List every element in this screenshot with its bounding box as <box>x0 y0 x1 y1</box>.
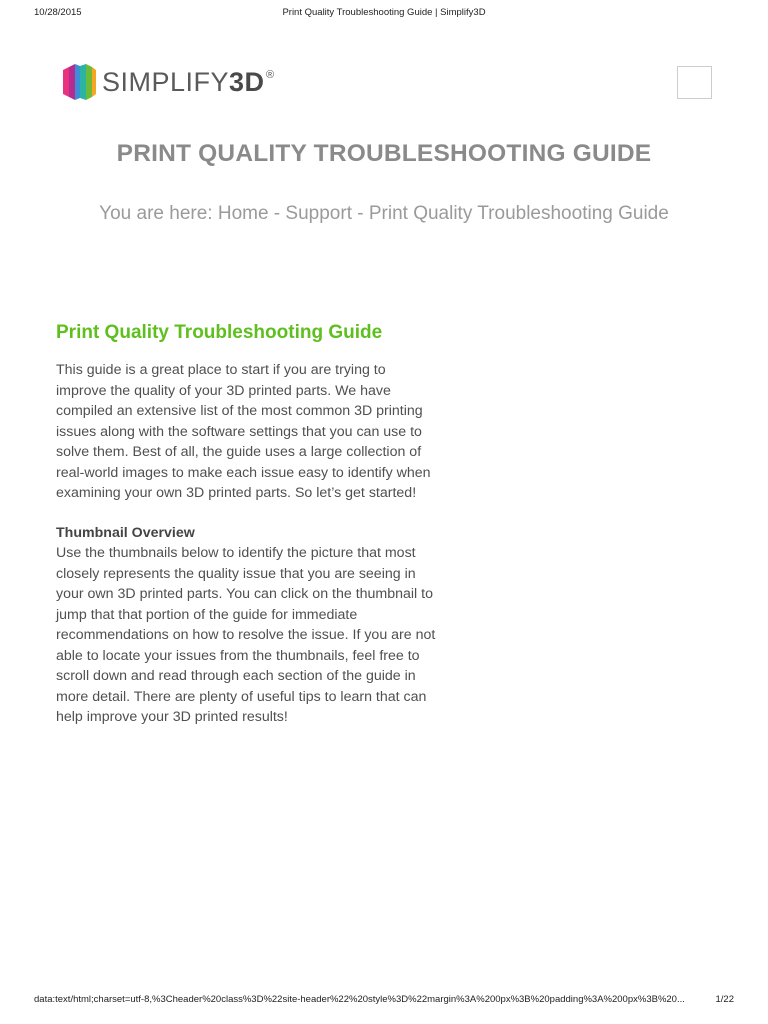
logo-mark-icon <box>61 62 97 102</box>
breadcrumb-home-link[interactable]: Home <box>217 203 269 224</box>
intro-line: examining your own 3D printed parts. So let’s get started! <box>56 485 417 501</box>
thumbnail-line: your own 3D printed parts. You can click on the thumbnail to <box>56 586 433 602</box>
breadcrumb-current: Print Quality Troubleshooting Guide <box>368 203 669 224</box>
intro-line: issues along with the software settings that you can use to <box>56 423 422 440</box>
breadcrumb-prefix: You are here: <box>99 203 218 224</box>
logo-wordmark <box>102 62 275 102</box>
breadcrumb-support-link[interactable]: Support <box>285 203 352 224</box>
menu-button[interactable] <box>677 66 712 99</box>
thumbnail-overview-title: Thumbnail Overview <box>56 524 195 541</box>
thumbnail-line: able to locate your issues from the thumbnails, feel free to <box>56 647 420 664</box>
intro-line: real-world images to make each issue easy to identify when <box>56 464 431 481</box>
print-page-title: Print Quality Troubleshooting Guide | Simplify3D <box>282 7 486 18</box>
thumbnail-line: recommendations on how to resolve the issue. If you are not <box>56 627 436 643</box>
logo-brand-3d: 3D <box>229 67 265 97</box>
main-content <box>56 320 476 728</box>
breadcrumb-separator: - <box>351 203 369 224</box>
intro-paragraph <box>56 360 476 504</box>
print-header <box>0 7 768 21</box>
thumbnail-line: more detail. There are plenty of useful tips to learn that can <box>56 688 427 705</box>
thumbnail-overview-paragraph <box>56 543 476 728</box>
breadcrumb-separator: - <box>268 203 286 224</box>
thumbnail-line: Use the thumbnails below to identify the picture that most <box>56 545 416 561</box>
thumbnail-line: closely represents the quality issue that you are seeing in <box>56 565 416 582</box>
breadcrumb <box>0 203 768 225</box>
simplify3d-logo[interactable] <box>61 62 275 102</box>
print-date: 10/28/2015 <box>34 7 82 18</box>
section-title: Print Quality Troubleshooting Guide <box>56 322 383 343</box>
intro-line: This guide is a great place to start if you are trying to <box>56 362 386 378</box>
intro-line: solve them. Best of all, the guide uses a large collection of <box>56 444 422 460</box>
thumbnail-line: jump that that portion of the guide for immediate <box>56 606 358 623</box>
logo-registered-mark: ® <box>265 69 275 81</box>
page-title: PRINT QUALITY TROUBLESHOOTING GUIDE <box>116 140 652 167</box>
logo-brand-text: SIMPLIFY <box>102 67 230 97</box>
intro-line: improve the quality of your 3D printed parts. We have <box>56 382 391 399</box>
intro-line: compiled an extensive list of the most common 3D printing <box>56 403 423 419</box>
print-page-number: 1/22 <box>715 994 734 1005</box>
thumbnail-line: scroll down and read through each section of the guide in <box>56 668 416 684</box>
print-source-url: data:text/html;charset=utf-8,%3Cheader%20class%3D%22site-header%22%20style%3D%22margin%3A%200px%3B%20padding%3A%200px%3B%20... <box>34 994 685 1005</box>
thumbnail-line: help improve your 3D printed results! <box>56 709 288 725</box>
